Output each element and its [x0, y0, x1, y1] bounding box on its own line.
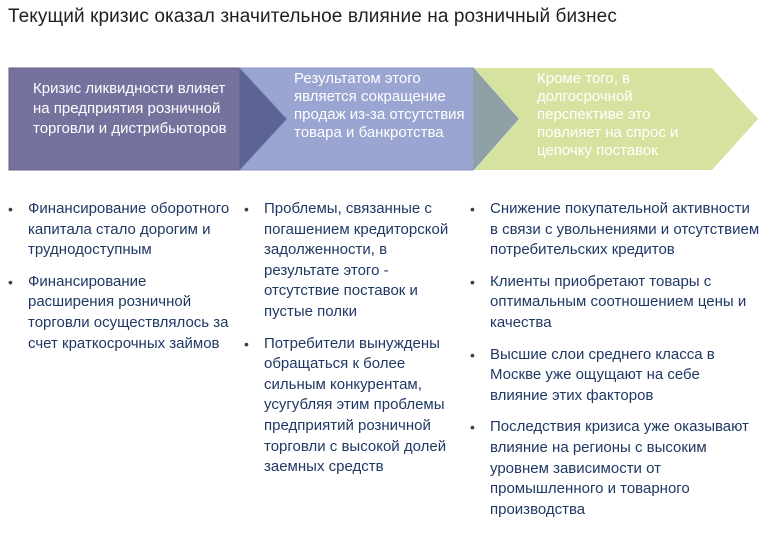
chevron-2-text: Результатом этого является сокращение продаж из-за отсутствия товара и банкротства — [294, 70, 465, 141]
list-item: • Проблемы, связанные с погашением кредиторской задолженности, в результате этого - отсутствие поставок и пустые полки — [244, 200, 449, 320]
list-item: • Высшие слои среднего класса в Москве уже ощущают на себе влияние этих факторов — [470, 345, 715, 404]
bullet-icon: • — [470, 201, 475, 217]
list-item: • Финансирование расширения розничной торговли осуществлялось за счет краткосрочных займов — [8, 272, 229, 352]
column-1-list — [8, 199, 233, 365]
chevron-3-text: Кроме того, в долгосрочной перспективе это повлияет на спрос и цепочку поставок — [537, 70, 679, 159]
bullet-icon: • — [470, 273, 475, 290]
page-title: Текущий кризис оказал значительное влияние на розничный бизнес — [8, 6, 617, 27]
list-item: • Последствия кризиса уже оказывают влияние на регионы с высоким уровнем зависимости от промышленного и товарного производства — [470, 418, 749, 518]
bullet-icon: • — [244, 335, 249, 352]
bullet-icon: • — [470, 346, 475, 363]
chevron-1-text: Кризис ликвидности влияет на предприятия розничной торговли и дистрибьюторов — [33, 80, 227, 137]
bullet-icon: • — [470, 419, 475, 436]
column-3-list — [470, 199, 760, 531]
list-item: • Снижение покупательной активности в связи с увольнениями и отсутствием потребительских кредитов — [470, 200, 760, 259]
bullet-icon: • — [244, 201, 249, 217]
list-item: • Финансирование оборотного капитала стало дорогим и труднодоступным — [8, 200, 230, 259]
bullet-icon: • — [8, 273, 13, 290]
list-item: • Клиенты приобретают товары с оптимальным соотношением цены и качества — [470, 272, 747, 331]
bullet-icon: • — [8, 201, 13, 217]
column-2-list — [244, 199, 466, 489]
list-item: • Потребители вынуждены обращаться к более сильным конкурентам, усугубляя этим проблемы предприятий розничной торговли с высокой долей заемных средств — [244, 334, 447, 476]
